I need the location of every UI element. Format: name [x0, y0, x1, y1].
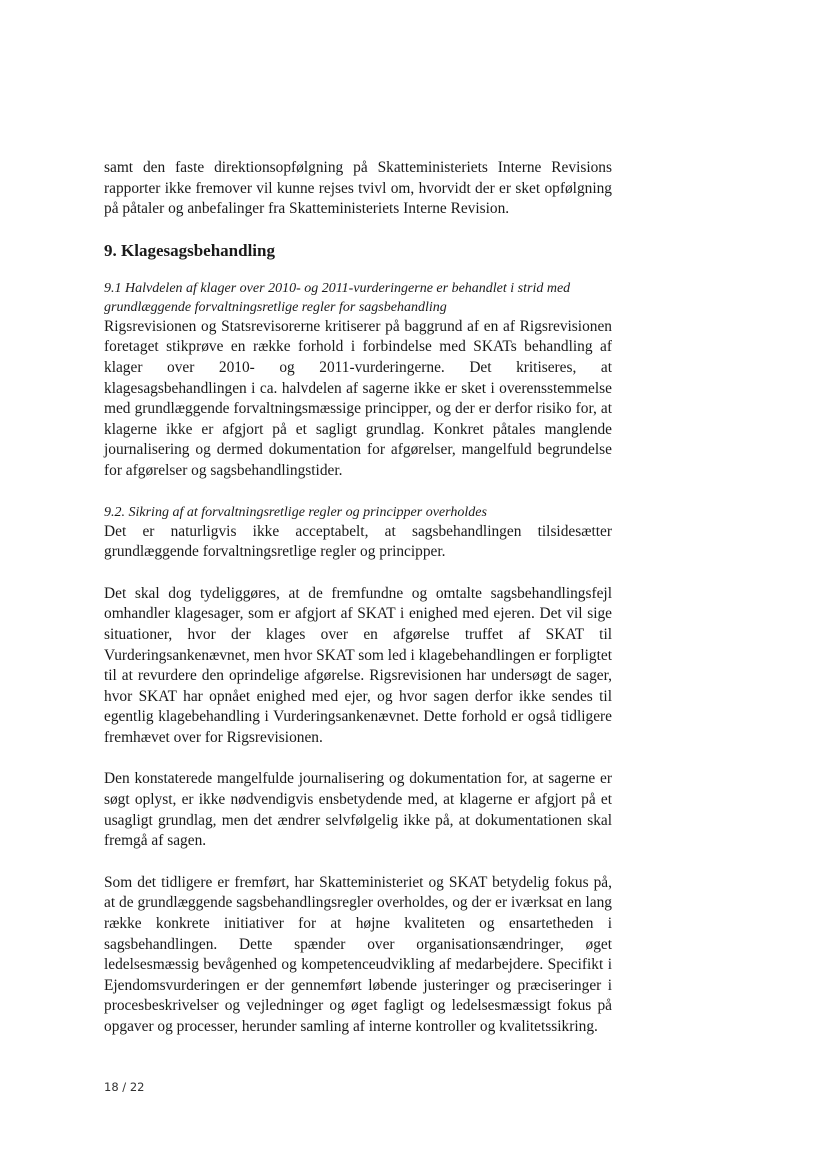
page-number: 18 / 22 — [104, 1080, 145, 1094]
subsection-2-paragraph-3: Den konstaterede mangelfulde journalisering og dokumentation for, at sagerne er søgt oplyst, er ikke nødvendigvis ensbetydende med, at klagerne er afgjort på et usagligt grundlag, men det ændrer selvfølgelig ikke på, at dokumentationen skal fremgå af sagen. — [104, 770, 612, 850]
intro-paragraph: samt den faste direktionsopfølgning på Skatteministeriets Interne Revisions rapporter ikke fremover vil kunne rejses tvivl om, hvorvidt der er sket opfølgning på påtaler og anbefalinger fra Skatteministeriets Interne Revision. — [104, 159, 612, 218]
subsection-2-paragraph-2: Det skal dog tydeliggøres, at de fremfundne og omtalte sagsbehandlingsfejl omhandler klagesager, som er afgjort af SKAT i enighed med ejeren. Det vil sige situationer, hvor der klages over en afgørelse truffet af SKAT til Vurderingsankenævnet, men hvor SKAT som led i klagebehandlingen er forpligtet til at revurdere den oprindelige afgørelse. Rigsrevisionen har undersøgt de sager, hvor SKAT har opnået enighed med ejer, og hvor sagen derfor ikke sendes til egentlig klagebehandling i Vurderingsankenævnet. Dette forhold er også tidligere fremhævet over for Rigsrevisionen. — [104, 584, 612, 746]
subsection-1-body: Rigsrevisionen og Statsrevisorerne kritiserer på baggrund af en af Rigsrevisionen foretaget stikprøve en række forhold i forbindelse med SKATs behandling af klager over 2010- og 2011-vurderingerne. Det kritiseres, at klagesagsbehandlingen i ca. halvdelen af sagerne ikke er sket i overensstemmelse med grundlæggende forvaltningsmæssige principper, og der er derfor risiko for, at klagerne ikke er afgjort på et sagligt grundlag. Konkret påtales manglende journalisering og dermed dokumentation for afgørelser, mangelfuld begrundelse for afgørelser og sagsbehandlingstider. — [104, 317, 612, 479]
subsection-1-title: 9.1 Halvdelen af klager over 2010- og 2011-vurderingerne er behandlet i strid med grundlæggende forvaltningsretlige regler for sagsbehandling — [104, 280, 571, 315]
subsection-2-paragraph-4: Som det tidligere er fremført, har Skatteministeriet og SKAT betydelig fokus på, at de grundlæggende sagsbehandlingsregler overholdes, og der er iværksat en lang række konkrete initiativer for at højne kvaliteten og ensartetheden i sagsbehandlingen. Dette spænder over organisationsændringer, øget ledelsesmæssig bevågenhed og kompetenceudvikling af medarbejdere. Specifikt i Ejendomsvurderingen er der gennemført løbende justeringer og præciseringer i procesbeskrivelser og vejledninger og øget fagligt og ledelsesmæssigt fokus på opgaver og processer, herunder samling af interne kontroller og kvalitetssikring. — [104, 873, 612, 1035]
subsection-2-title: 9.2. Sikring af at forvaltningsretlige regler og principper overholdes — [104, 504, 487, 520]
section-heading: 9. Klagesagsbehandling — [104, 240, 275, 260]
subsection-2-paragraph-1: Det er naturligvis ikke acceptabelt, at sagsbehandlingen tilsidesætter grundlæggende forvaltningsretlige regler og principper. — [104, 522, 612, 561]
page-content — [104, 158, 612, 1038]
